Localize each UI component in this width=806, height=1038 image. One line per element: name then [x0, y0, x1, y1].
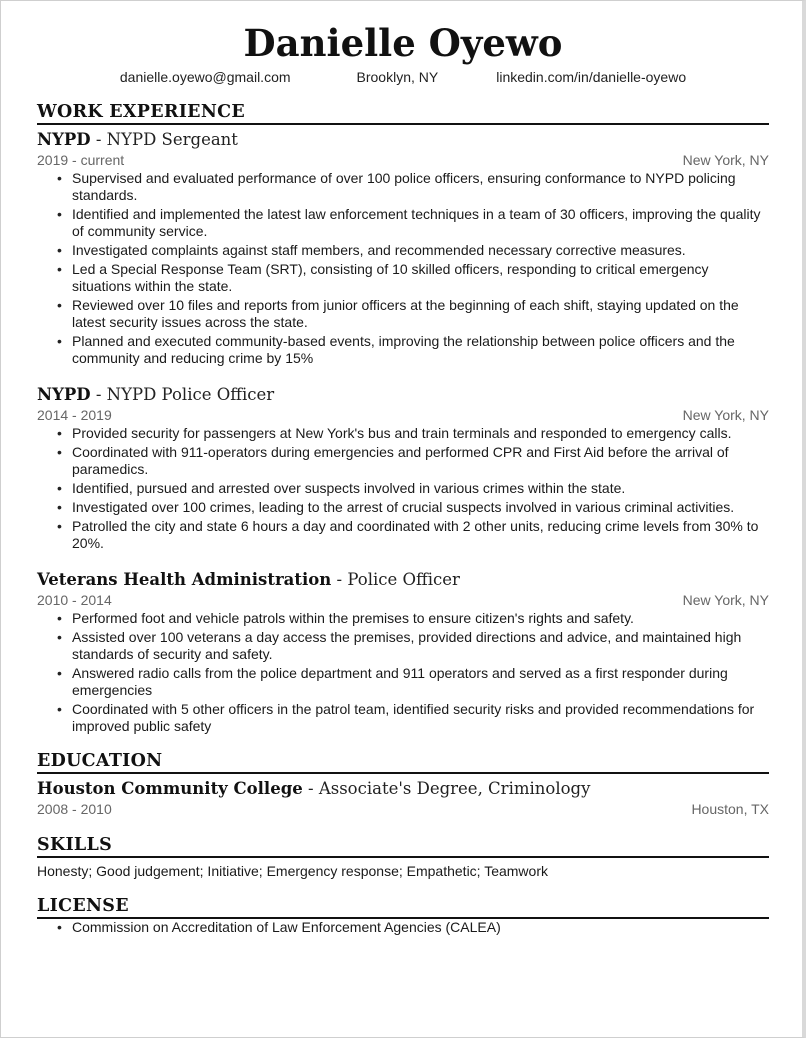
candidate-name: Danielle Oyewo	[243, 21, 563, 65]
section-heading-license: LICENSE	[37, 895, 769, 919]
education-meta	[37, 800, 769, 819]
job-location: New York, NY	[682, 407, 769, 423]
job-meta	[37, 151, 769, 170]
education-dates: 2008 - 2010	[37, 801, 112, 817]
bullet-item: • Reviewed over 10 files and reports from junior officers at the beginning of each shift, staying updated on the latest security issues across the state.	[37, 297, 769, 331]
bullet-item: • Investigated complaints against staff members, and recommended necessary corrective measures.	[37, 242, 769, 259]
license-section	[37, 895, 769, 936]
job-entry	[37, 569, 769, 735]
bullet-item: • Provided security for passengers at New York's bus and train terminals and responded to emergency calls.	[37, 425, 769, 442]
contact-linkedin: linkedin.com/in/danielle-oyewo	[496, 69, 687, 85]
license-item: • Commission on Accreditation of Law Enforcement Agencies (CALEA)	[37, 919, 769, 936]
job-entry	[37, 384, 769, 552]
education-title-line	[37, 778, 769, 800]
job-organization: NYPD	[37, 130, 91, 149]
education-entry	[37, 778, 769, 819]
bullet-item: • Identified, pursued and arrested over suspects involved in various crimes within the state.	[37, 480, 769, 497]
job-dates: 2019 - current	[37, 152, 125, 168]
job-meta	[37, 591, 769, 610]
bullet-item: • Patrolled the city and state 6 hours a day and coordinated with 2 other units, reducing crime levels from 30% to 20%.	[37, 518, 769, 552]
job-dates: 2014 - 2019	[37, 407, 112, 423]
bullet-item: • Assisted over 100 veterans a day access the premises, provided directions and advice, and maintained high standards of security and safety.	[37, 629, 769, 663]
job-bullets	[37, 610, 769, 735]
job-dates: 2010 - 2014	[37, 592, 112, 608]
bullet-item: • Answered radio calls from the police department and 911 operators and served as a first responder during emergencies	[37, 665, 769, 699]
job-bullets	[37, 425, 769, 552]
bullet-item: • Identified and implemented the latest law enforcement techniques in a team of 30 officers, improving the quality of community service.	[37, 206, 769, 240]
contact-line	[37, 68, 769, 86]
education-location: Houston, TX	[691, 801, 769, 817]
job-role: Police Officer	[347, 570, 460, 589]
job-separator: -	[90, 385, 107, 404]
contact-location: Brooklyn, NY	[356, 69, 439, 85]
bullet-item: • Supervised and evaluated performance of over 100 police officers, ensuring conformance to NYPD policing standards.	[37, 170, 769, 204]
education-school: Houston Community College	[37, 779, 303, 798]
education-section	[37, 750, 769, 819]
job-title-line	[37, 129, 769, 151]
license-list	[37, 919, 769, 936]
section-heading-work: WORK EXPERIENCE	[37, 101, 769, 125]
bullet-item: • Performed foot and vehicle patrols within the premises to ensure citizen's rights and safety.	[37, 610, 769, 627]
job-organization: Veterans Health Administration	[37, 570, 332, 589]
job-separator: -	[90, 130, 107, 149]
bullet-item: • Investigated over 100 crimes, leading to the arrest of crucial suspects involved in various criminal activities.	[37, 499, 769, 516]
bullet-item: • Led a Special Response Team (SRT), consisting of 10 skilled officers, responding to critical emergency situations within the state.	[37, 261, 769, 295]
job-entry	[37, 129, 769, 367]
job-location: New York, NY	[682, 152, 769, 168]
bullet-item: • Planned and executed community-based events, improving the relationship between police officers and the community and reducing crime by 15%	[37, 333, 769, 367]
job-title-line	[37, 384, 769, 406]
job-bullets	[37, 170, 769, 367]
job-location: New York, NY	[682, 592, 769, 608]
job-separator: -	[331, 570, 348, 589]
job-meta	[37, 406, 769, 425]
section-heading-education: EDUCATION	[37, 750, 769, 774]
education-separator: -	[302, 779, 319, 798]
job-role: NYPD Sergeant	[106, 130, 238, 149]
job-organization: NYPD	[37, 385, 91, 404]
education-degree: Associate's Degree, Criminology	[318, 779, 591, 798]
bullet-item: • Coordinated with 5 other officers in the patrol team, identified security risks and provided recommendations for improved public safety	[37, 701, 769, 735]
section-heading-skills: SKILLS	[37, 834, 769, 858]
contact-email: danielle.oyewo@gmail.com	[119, 69, 291, 85]
bullet-item: • Coordinated with 911-operators during emergencies and performed CPR and First Aid before the arrival of paramedics.	[37, 444, 769, 478]
skills-section	[37, 834, 769, 880]
skills-list: Honesty; Good judgement; Initiative; Emergency response; Empathetic; Teamwork	[37, 863, 548, 879]
job-role: NYPD Police Officer	[106, 385, 275, 404]
job-title-line	[37, 569, 769, 591]
work-experience-section	[37, 101, 769, 735]
